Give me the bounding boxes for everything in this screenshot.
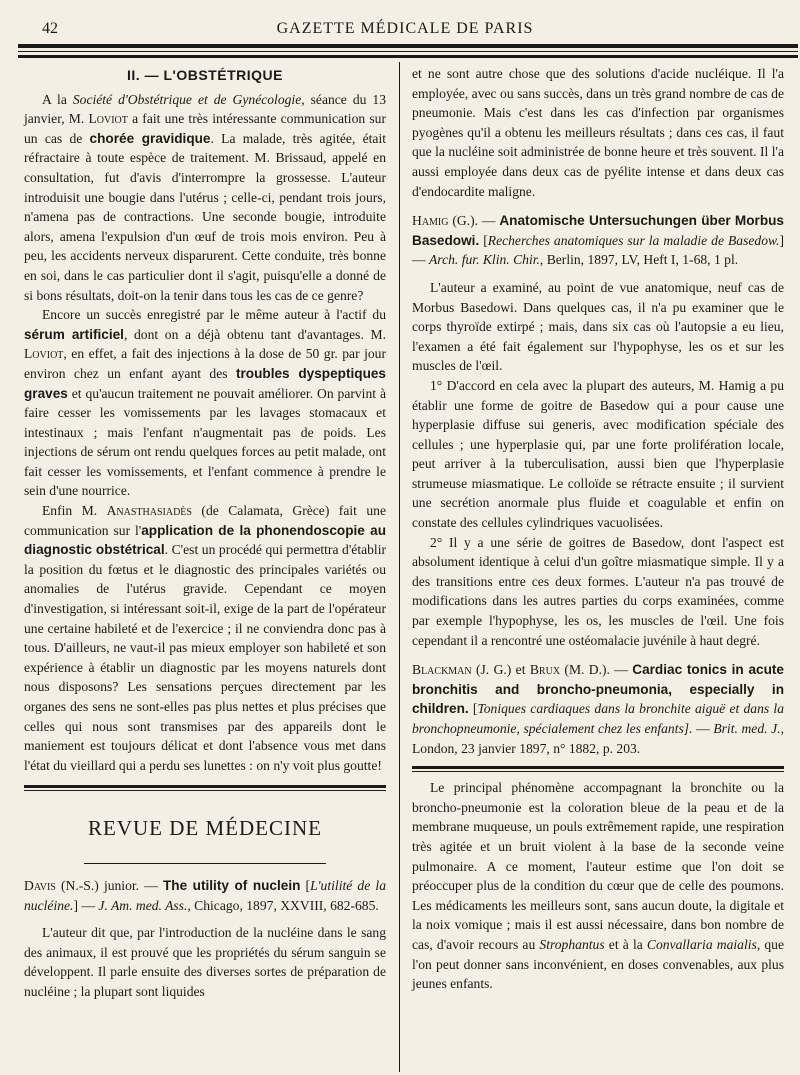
header-rule (18, 44, 798, 48)
entry-hamig-heading: Hamig (G.). — Anatomische Untersuchungen über Morbus Basedowi. [Recherches anatomiques sur la maladie de Basedow.] — Arch. fur. Klin. Chir., Berlin, 1897, LV, Heft I, 1-68, 1 pl. (412, 213, 784, 268)
paragraph-serum-artificiel: Encore un succès enregistré par le même auteur à l'actif du sérum artificiel, dont on a déjà obtenu tant d'avantages. M. Loviot, en effet, a fait des injections à la dose de 50 gr. par jour environ chez un enfant ayant des troubles dyspeptiques graves et qu'aucun traitement ne pouvait améliorer. On parvint à faire cesser les vomissements par les lavages stomacaux et intestinaux ; mais l'enfant n'augmentait pas de poids. Les injections de sérum ont rendu quelques forces au petit malade, ont fait cesser les vomissements, et l'enfant commence à prendre le sein d'une nourrice. (24, 307, 386, 499)
revue-de-medecine-title: REVUE DE MÉDECINE (88, 816, 322, 841)
paragraph-loviot-chorea: A la Société d'Obstétrique et de Gynécologie, séance du 13 janvier, M. Loviot a fait une très intéressante communication sur un cas de chorée gravidique. La malade, très agitée, était réfractaire à toute espèce de traitement. M. Brissaud, appelé en consultation, fut d'avis d'interrompre la grossesse. L'auteur introduisit une bougie dans l'utérus ; celle-ci, pendant trois jours, n'amena pas de contractions. Une seconde bougie, introduite alors, amena l'expulsion d'un œuf de trois mois environ. Peu à peu, les accidents nerveux disparurent. Cette conduite, très bonne en soi, dans le cas particulier dont il s'agit, puisqu'elle a donné de si bons résultats, doit-on la tenir dans tous les cas de ce genre? (24, 91, 387, 303)
gazette-title: GAZETTE MÉDICALE DE PARIS (276, 20, 534, 37)
entry-davis-body: L'auteur dit que, par l'introduction de la nucléine dans le sang des animaux, il est prouvé que les propriétés du sérum sanguin se développent. Il parle ensuite des diverses sortes de préparation de nucléine ; la plupart sont liquides (24, 925, 386, 999)
header-rule-lower (18, 55, 798, 58)
entry-davis-heading: Davis (N.-S.) junior. — The utility of nuclein [L'utilité de la nucléine.] — J. Am. med. Ass., Chicago, 1897, XXVIII, 682-685. (24, 877, 386, 913)
column-divider (399, 62, 400, 1072)
paragraph-phonendoscopie: Enfin M. Anasthasiadès (de Calamata, Grèce) fait une communication sur l'application de la phonendoscopie au diagnostic obstétrical. C'est un procédé qui permettra d'établir la position du fœtus et le diagnostic des principales variétés ou anomalies de l'utérus gravide. Cependant ce moyen d'investigation, si intéressant soit-il, exige de la part de l'opérateur une certaine habileté et de l'exercice ; il ne conviendra donc pas à tous. D'ailleurs, ne vaut-il pas mieux employer son habileté et son expérience à établir un diagnostic par les moyens naturels dont nous disposons? Les sensations perçues directement par les organes des sens ne sont-elles pas plus nettes et plus précises que celles qui nous sont transmises par des appareils dont le maniement est toujours délicat et dont l'absence vous met dans l'état du vieillard qui a perdu ses lunettes : on n'y voit plus goutte! (24, 503, 387, 773)
entry-blackman-body: Le principal phénomène accompagnant la bronchite ou la broncho-pneumonie est la coloration bleue de la peau et de la membrane muqueuse, un pouls extrêmement rapide, une respiration très agitée et un bruit violent à la base de la seconde veine pulmonaire. A ce moment, l'auteur estime que l'on doit se préoccuper plus de la condition du cœur que de celle des poumons. Les médicaments les meilleurs sont, sans aucun doute, la digitale et la noix vomique ; mais il est aussi nécessaire, dans bon nombre de cas, d'avoir recours au Strophantus et à la Convallaria maialis, que l'on peut donner sans inconvénient, en doses convenables, aux plus jeunes enfants. (412, 780, 784, 992)
entry-hamig (412, 211, 784, 650)
entry-hamig-p3: 2° Il y a une série de goitres de Basedow, dont l'aspect est absolument identique à celui d'un goître miasmatique simple. Il y a des transitions entre ces deux formes. L'auteur n'a pas trouvé de modifications dans les autres parties du corps examinées, comme par exemple l'hypophyse, les os, les muscles de l'œil. Une fois cependant il a rencontré une ostéomalacie juvénile à haut degré. (412, 534, 784, 648)
page-header (18, 14, 792, 42)
entry-hamig-p1: L'auteur a examiné, au point de vue anatomique, neuf cas de Morbus Basedowi. Dans quelques cas, il n'a pu examiner que le corps thyroïde extirpé ; mais, dans six cas où l'autopsie a eu lieu, l'examen a été fait également sur l'hypophyse, les os et sur les muscles de l'œil. (412, 279, 784, 374)
entry-blackman-heading: Blackman (J. G.) et Brux (M. D.). — Cardiac tonics in acute bronchitis and broncho-pneumonia, especially in children. [Toniques cardiaques dans la bronchite aiguë et dans la bronchopneumonie, spécialement chez les enfants]. — Brit. med. J., London, 23 janvier 1897, n° 1882, p. 203. (412, 662, 784, 756)
entry-blackman-rule (412, 766, 784, 772)
entry-blackman (412, 660, 784, 994)
page-number: 42 (42, 20, 58, 37)
revue-title-rule (84, 863, 326, 864)
entry-davis (24, 876, 386, 1002)
section-separator (24, 785, 386, 791)
section-title-obstetrique: II. — L'OBSTÉTRIQUE (127, 67, 283, 83)
right-column (412, 64, 784, 994)
entry-hamig-p2: 1° D'accord en cela avec la plupart des auteurs, M. Hamig a pu établir une forme de goitre de Basedow qui a pour cause une hyperplasie diffuse sui generis, avec modification spéciale des cellules ; une hyperplasie qui, par une forte prolifération locale, peut arriver à la tuberculisation, aussi bien que l'hyperplasie strumeuse miasmatique. Le colloïde se rétracte ensuite ; il survient une secrétion anormale plus fluide et coagulable et enfin on constate des cellules cylindriques vacuolisées. (412, 377, 784, 531)
entry-davis-continued: et ne sont autre chose que des solutions d'acide nucléique. Il l'a employée, avec ou sans succès, dans un très grand nombre de cas de pneumonie. Mais c'est dans les cas d'infection par organismes pyogènes qu'il a obtenu les meilleurs résultats ; dans ces cas, il faut que la nucléine soit administrée de bonne heure et très souvent. Il l'a aussi employée dans deux cas de pyélite intense et dans deux cas d'endocardite maligne. (412, 66, 784, 199)
left-column (24, 64, 386, 1002)
header-rule-thin (18, 51, 798, 52)
